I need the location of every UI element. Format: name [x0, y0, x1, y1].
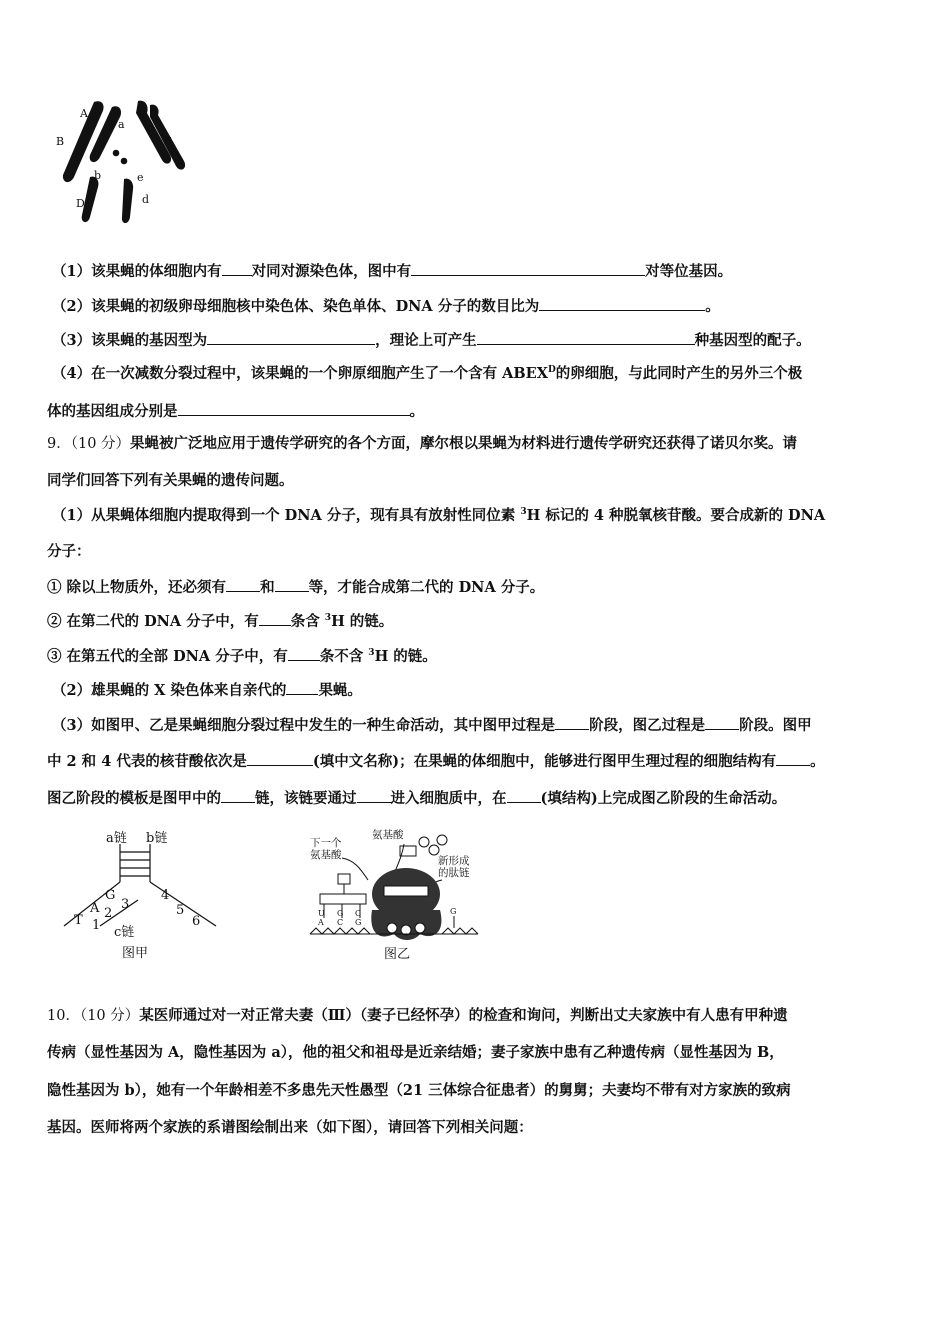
chromosome-small-2	[122, 179, 133, 223]
q9-choice2: ② 在第二代的 DNA 分子中，有 条含 $^3$H 的链。	[47, 610, 907, 632]
blank[interactable]	[288, 645, 320, 661]
blank[interactable]	[286, 679, 318, 695]
q9-heading-cont: 同学们回答下列有关果蝇的遗传问题。	[47, 472, 294, 489]
blank[interactable]	[357, 787, 391, 803]
trna-amino-acid	[338, 874, 350, 884]
a-chain-label: a链	[106, 831, 127, 846]
dot-chromosome-1	[113, 150, 120, 157]
caption-yi: 图乙	[384, 947, 411, 962]
codon-U: U	[318, 909, 325, 918]
q9-sub1-cont: 分子：	[47, 543, 91, 560]
num-3: 3	[121, 897, 130, 912]
num-5: 5	[176, 903, 185, 918]
figure-yi-translation	[302, 824, 487, 969]
q8-part4-cont: 体的基因组成分别是 。	[47, 400, 907, 422]
caption-jia: 图甲	[122, 946, 149, 961]
ribosome-site	[384, 886, 428, 896]
next-aa-label-2: 氨基酸	[310, 849, 342, 861]
q10-line1: 10．（10 分）某医师通过对一对正常夫妻（Ⅲ）（妻子已经怀孕）的检查和询问，判断出丈夫家族中有人患有甲种遗	[47, 1007, 788, 1024]
label-a: a	[118, 118, 125, 131]
q10-line3: 隐性基因为 b），她有一个年龄相差不多患先天性愚型（21 三体综合征患者）的舅舅；夫妻均不带有对方家族的致病	[47, 1082, 791, 1099]
blank[interactable]	[222, 260, 252, 276]
blank[interactable]	[207, 329, 375, 345]
codon-A: A	[318, 918, 324, 927]
q8-part3: （3）该果蝇的基因型为 ，理论上可产生 种基因型的配子。	[52, 329, 912, 351]
codon-G2: G	[355, 918, 362, 927]
base-A: A	[90, 901, 100, 916]
blank[interactable]	[507, 787, 541, 803]
amino-acid-label: 氨基酸	[372, 829, 404, 841]
dot-chromosome-2	[121, 158, 128, 165]
label-e: e	[137, 171, 144, 184]
label-d: d	[142, 193, 150, 206]
q9-choice3: ③ 在第五代的全部 DNA 分子中，有 条不含 $^3$H 的链。	[47, 645, 907, 667]
chromosome-figure	[50, 95, 195, 230]
q10-line4: 基因。医师将两个家族的系谱图绘制出来（如下图），请回答下列相关问题：	[47, 1119, 533, 1136]
q9-sub3: （3）如图甲、乙是果蝇细胞分裂过程中发生的一种生命活动，其中图甲过程是 阶段，图乙过程是 阶段。图甲	[52, 714, 912, 736]
q9-choice1: ① 除以上物质外，还必须有 和 等，才能合成第二代的 DNA 分子。	[47, 576, 907, 598]
label-B: B	[56, 135, 65, 148]
amino-acid-bead	[419, 837, 429, 847]
q8-part1: （1）该果蝇的体细胞内有 对同对源染色体，图中有 对等位基因。	[52, 260, 912, 282]
codon-C: C	[337, 918, 344, 927]
blank[interactable]	[178, 400, 410, 416]
blank[interactable]	[411, 260, 645, 276]
q9-sub3-cont2: 图乙阶段的模板是图甲中的 链，该链要通过 进入细胞质中，在 (填结构)上完成图乙阶段的生命活动。	[47, 787, 907, 809]
q9-sub1: （1）从果蝇体细胞内提取得到一个 DNA 分子，现有具有放射性同位素 $^3$H 标记的 4 种脱氧核苷酸。要合成新的 DNA	[52, 507, 826, 524]
c-chain-label: c链	[114, 925, 135, 940]
mrna-nucleotides	[442, 928, 478, 934]
blank[interactable]	[477, 329, 695, 345]
q9-heading: 9．（10 分）果蝇被广泛地应用于遗传学研究的各个方面，摩尔根以果蝇为材料进行遗传学研究还获得了诺贝尔奖。请	[47, 435, 798, 452]
q8-part2: （2）该果蝇的初级卵母细胞核中染色体、染色单体、DNA 分子的数目比为 。	[52, 295, 912, 317]
num-4: 4	[161, 888, 170, 903]
q10-line2: 传病（显性基因为 A，隐性基因为 a），他的祖父和祖母是近亲结婚；妻子家族中患有乙种遗传病（显性基因为 B，	[47, 1044, 784, 1061]
new-chain-label-1: 新形成	[438, 855, 470, 867]
b-chain-label: b链	[146, 831, 168, 846]
ribosome-pocket	[415, 923, 425, 933]
blank[interactable]	[705, 714, 739, 730]
codon-G3: G	[450, 907, 457, 916]
blank[interactable]	[776, 750, 810, 766]
pointer-line	[342, 858, 368, 880]
q9-sub2: （2）雄果蝇的 X 染色体来自亲代的 果蝇。	[52, 679, 912, 701]
codon-G: G	[337, 909, 344, 918]
num-1: 1	[92, 918, 101, 933]
amino-acid-bead	[437, 835, 447, 845]
next-aa-label-1: 下一个	[310, 837, 342, 849]
blank[interactable]	[555, 714, 589, 730]
label-D: D	[76, 197, 85, 210]
num-6: 6	[192, 914, 201, 929]
trna-arm	[320, 894, 366, 904]
blank[interactable]	[226, 576, 260, 592]
new-chain-label-2: 的肽链	[438, 867, 470, 879]
blank[interactable]	[247, 750, 313, 766]
q9-sub3-cont1: 中 2 和 4 代表的核苷酸依次是 (填中文名称)；在果蝇的体细胞中，能够进行图甲生理过程的细胞结构有 。	[47, 750, 907, 772]
blank[interactable]	[275, 576, 309, 592]
label-A: A	[80, 107, 88, 120]
base-T: T	[74, 913, 83, 928]
codon-C2: C	[355, 909, 362, 918]
blank[interactable]	[221, 787, 255, 803]
blank[interactable]	[539, 295, 705, 311]
amino-acid-bead	[429, 845, 439, 855]
base-G: G	[105, 888, 116, 903]
figure-jia-transcription	[58, 826, 223, 966]
num-2: 2	[104, 906, 113, 921]
mrna-nucleotides	[310, 928, 370, 934]
q8-part4: （4）在一次减数分裂过程中，该果蝇的一个卵原细胞产生了一个含有 $ABEX^D$的卵细胞，与此同时产生的另外三个极	[52, 365, 803, 382]
blank[interactable]	[259, 610, 291, 626]
label-b: b	[94, 169, 102, 182]
label-E: E	[164, 135, 173, 148]
ribosome-pocket	[387, 923, 397, 933]
